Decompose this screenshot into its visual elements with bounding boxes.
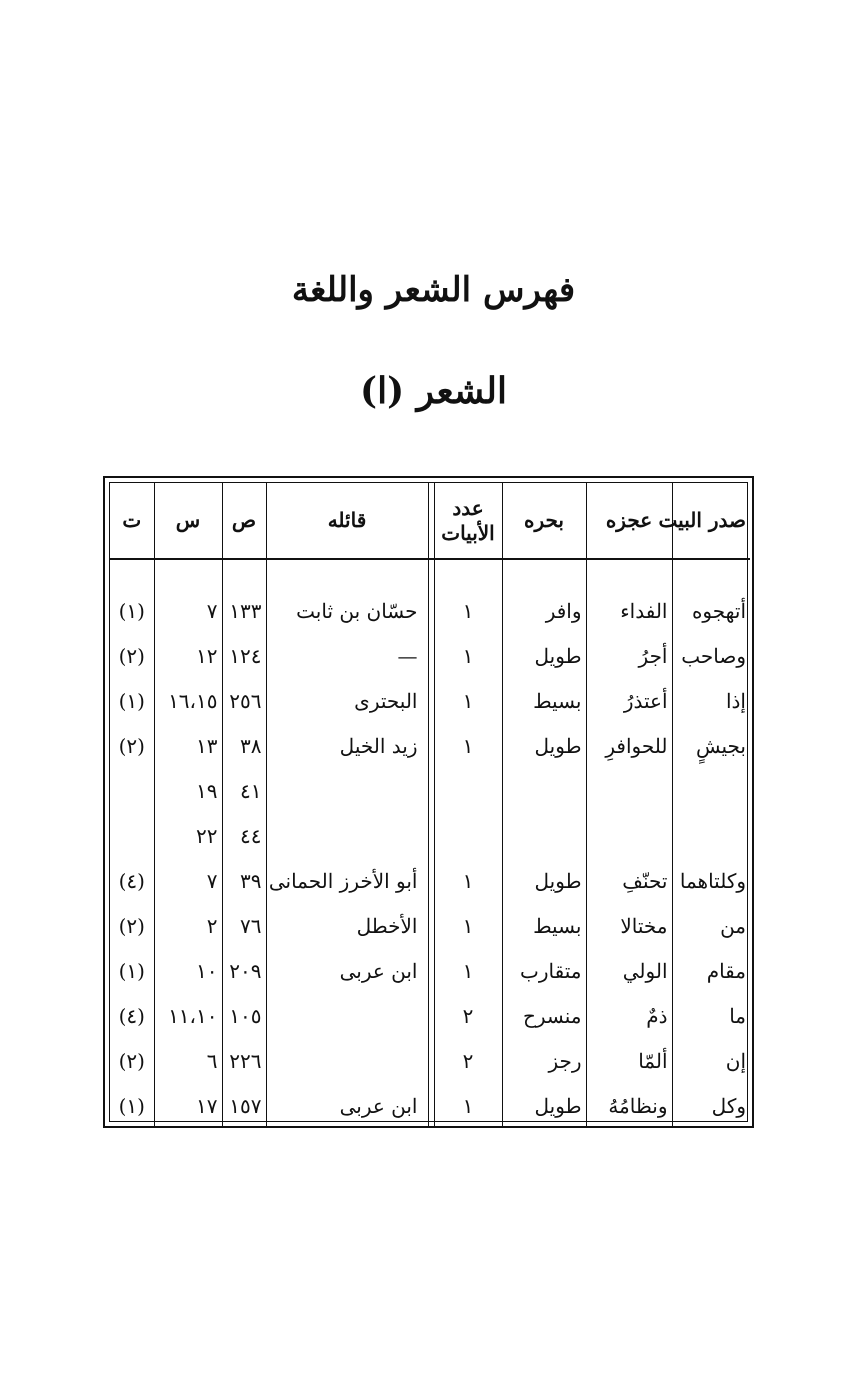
table-row — [110, 1038, 750, 1083]
cell-page: ٤٤ — [222, 813, 266, 858]
cell-poet — [266, 813, 428, 858]
cell-meter: طويل — [502, 1083, 586, 1128]
cell-verse-start: وكلتاهما — [672, 858, 750, 903]
cell-verse-count: ١ — [434, 678, 502, 723]
cell-line: ٧ — [154, 858, 222, 903]
cell-meter: بسيط — [502, 678, 586, 723]
cell-verse-count: ١ — [434, 903, 502, 948]
cell-page: ٣٨ — [222, 723, 266, 768]
cell-line: ١٩ — [154, 768, 222, 813]
cell-meter: طويل — [502, 633, 586, 678]
cell-verse-count — [434, 768, 502, 813]
cell-ref: (٢) — [110, 723, 154, 768]
cell-poet — [266, 768, 428, 813]
cell-verse-start: مقام — [672, 948, 750, 993]
cell-gap — [428, 813, 434, 858]
table-row — [110, 903, 750, 948]
cell-verse-start: وكل — [672, 1083, 750, 1128]
header-gap — [428, 483, 434, 559]
cell-verse-end — [586, 813, 672, 858]
cell-verse-start: ما — [672, 993, 750, 1038]
cell-line: ٧ — [154, 588, 222, 633]
cell-verse-end: أعتذرُ — [586, 678, 672, 723]
table-header-row — [110, 483, 750, 559]
cell-verse-end: ذمٌ — [586, 993, 672, 1038]
cell-meter: متقارب — [502, 948, 586, 993]
cell-meter — [502, 768, 586, 813]
cell-gap — [428, 633, 434, 678]
cell-verse-end: مختالا — [586, 903, 672, 948]
cell-page: ١٠٥ — [222, 993, 266, 1038]
cell-ref: (٢) — [110, 903, 154, 948]
cell-gap — [428, 1038, 434, 1083]
page-title: فهرس الشعر واللغة — [291, 270, 576, 310]
header-verse-count: عدد الأبيات — [434, 483, 502, 559]
cell-meter: وافر — [502, 588, 586, 633]
cell-line: ١٧ — [154, 1083, 222, 1128]
cell-ref: (١) — [110, 678, 154, 723]
cell-ref: (٢) — [110, 1038, 154, 1083]
cell-verse-count — [434, 813, 502, 858]
cell-meter: طويل — [502, 723, 586, 768]
cell-verse-count: ١ — [434, 588, 502, 633]
cell-line: ٦ — [154, 1038, 222, 1083]
cell-page: ١٥٧ — [222, 1083, 266, 1128]
table-row — [110, 678, 750, 723]
cell-verse-end: أجرُ — [586, 633, 672, 678]
cell-poet: الأخطل — [266, 903, 428, 948]
cell-verse-start: أتهجوه — [672, 588, 750, 633]
table-spacer-row — [110, 559, 750, 588]
cell-ref: (١) — [110, 948, 154, 993]
cell-poet: زيد الخيل — [266, 723, 428, 768]
cell-page: ٣٩ — [222, 858, 266, 903]
table-row — [110, 813, 750, 858]
cell-ref: (٤) — [110, 858, 154, 903]
cell-meter: بسيط — [502, 903, 586, 948]
cell-verse-count: ١ — [434, 633, 502, 678]
cell-verse-start: إن — [672, 1038, 750, 1083]
cell-verse-end — [586, 768, 672, 813]
cell-gap — [428, 858, 434, 903]
cell-verse-end: الولي — [586, 948, 672, 993]
cell-gap — [428, 678, 434, 723]
cell-verse-count: ١ — [434, 858, 502, 903]
cell-verse-end: ألمّا — [586, 1038, 672, 1083]
cell-line: ١٣ — [154, 723, 222, 768]
cell-verse-end: تحنّفِ — [586, 858, 672, 903]
cell-verse-start — [672, 813, 750, 858]
cell-verse-start: من — [672, 903, 750, 948]
table-row — [110, 993, 750, 1038]
cell-page: ١٣٣ — [222, 588, 266, 633]
cell-gap — [428, 768, 434, 813]
cell-poet: حسّان بن ثابت — [266, 588, 428, 633]
poetry-index-table — [110, 483, 750, 1128]
cell-poet: ابن عربى — [266, 948, 428, 993]
section-title: (ا) الشعر — [360, 370, 507, 412]
cell-verse-count: ١ — [434, 723, 502, 768]
table-row — [110, 948, 750, 993]
cell-poet: البحترى — [266, 678, 428, 723]
header-page: ص — [222, 483, 266, 559]
cell-verse-count: ٢ — [434, 993, 502, 1038]
cell-verse-count: ٢ — [434, 1038, 502, 1083]
poetry-index-table-frame — [103, 476, 754, 1128]
cell-ref: (١) — [110, 588, 154, 633]
cell-line: ١٦،١٥ — [154, 678, 222, 723]
header-verse-start: صدر البيت — [672, 483, 750, 559]
cell-page: ٢٥٦ — [222, 678, 266, 723]
cell-page: ٢٠٩ — [222, 948, 266, 993]
cell-page: ١٢٤ — [222, 633, 266, 678]
cell-verse-end: ونظامُهُ — [586, 1083, 672, 1128]
header-verse-end: عجزه — [586, 483, 672, 559]
cell-gap — [428, 993, 434, 1038]
table-row — [110, 723, 750, 768]
cell-poet — [266, 993, 428, 1038]
cell-line: ٢٢ — [154, 813, 222, 858]
table-row — [110, 1083, 750, 1128]
cell-verse-start: بجيشٍ — [672, 723, 750, 768]
cell-line: ١١،١٠ — [154, 993, 222, 1038]
cell-ref: (١) — [110, 1083, 154, 1128]
cell-meter: منسرح — [502, 993, 586, 1038]
cell-verse-start: وصاحب — [672, 633, 750, 678]
cell-page: ٧٦ — [222, 903, 266, 948]
cell-verse-start: إذا — [672, 678, 750, 723]
cell-gap — [428, 723, 434, 768]
table-row — [110, 588, 750, 633]
cell-poet: ابن عربى — [266, 1083, 428, 1128]
header-line: س — [154, 483, 222, 559]
cell-verse-end: الفداء — [586, 588, 672, 633]
cell-gap — [428, 1083, 434, 1128]
cell-meter: طويل — [502, 858, 586, 903]
cell-ref: (٤) — [110, 993, 154, 1038]
cell-gap — [428, 948, 434, 993]
cell-meter: رجز — [502, 1038, 586, 1083]
cell-line: ١٠ — [154, 948, 222, 993]
cell-line: ١٢ — [154, 633, 222, 678]
cell-gap — [428, 588, 434, 633]
cell-page: ٤١ — [222, 768, 266, 813]
cell-poet: أبو الأخرز الحمانى — [266, 858, 428, 903]
cell-poet — [266, 1038, 428, 1083]
cell-ref — [110, 813, 154, 858]
cell-verse-count: ١ — [434, 948, 502, 993]
cell-ref: (٢) — [110, 633, 154, 678]
cell-gap — [428, 903, 434, 948]
cell-ref — [110, 768, 154, 813]
cell-page: ٢٢٦ — [222, 1038, 266, 1083]
table-row — [110, 633, 750, 678]
table-row — [110, 858, 750, 903]
header-meter: بحره — [502, 483, 586, 559]
header-poet: قائله — [266, 483, 428, 559]
cell-verse-end: للحوافرِ — [586, 723, 672, 768]
cell-poet: — — [266, 633, 428, 678]
poetry-index-table-inner-frame — [109, 482, 748, 1122]
cell-line: ٢ — [154, 903, 222, 948]
header-ref: ت — [110, 483, 154, 559]
cell-verse-count: ١ — [434, 1083, 502, 1128]
table-row — [110, 768, 750, 813]
cell-verse-start — [672, 768, 750, 813]
cell-meter — [502, 813, 586, 858]
